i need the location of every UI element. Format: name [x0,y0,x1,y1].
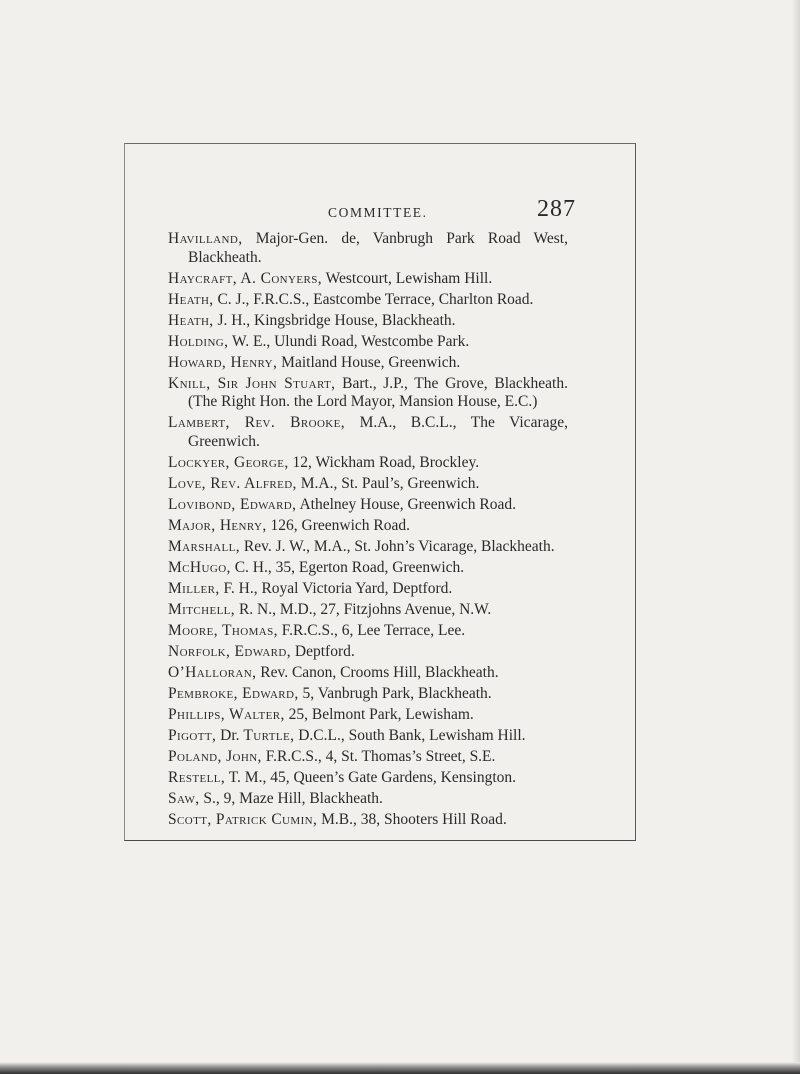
entry-forename: Rev. Alfred, [205,474,297,492]
entry-surname: Heath, [168,311,214,329]
entry-surname: Howard, [168,353,227,371]
entry-surname: Lambert, [168,414,230,431]
list-item [168,375,568,412]
entry-details: M.B., 38, Shooters Hill Road. [317,810,507,828]
entry-surname: Pigott, [168,726,217,744]
list-item [168,622,568,641]
entry-details: R. N., M.D., 27, Fitzjohns Avenue, N.W. [235,600,492,618]
entry-forename: John, [221,747,262,765]
entry-surname: Lovibond, [168,495,236,513]
entry-details: Rev. Canon, Crooms Hill, Blackheath. [256,663,499,681]
entry-surname: Saw, [168,789,200,807]
list-item [168,601,568,620]
entry-surname: Miller, [168,579,220,597]
entry-details: Major-Gen. de, Vanbrugh Park Road West, Blackheath. [188,230,568,266]
entry-surname: Scott, [168,810,212,828]
entry-forename: Walter, [225,705,285,723]
list-item [168,790,568,809]
entry-details: F.R.C.S., 4, St. Thomas’s Street, S.E. [261,747,496,765]
entry-forename: Henry, [215,516,267,534]
entry-details: 126, Greenwich Road. [266,516,410,534]
committee-list [168,230,568,832]
entry-details: C. J., F.R.C.S., Eastcombe Terrace, Charlton Road. [213,290,534,308]
entry-surname: Marshall, [168,537,240,555]
entry-details: 12, Wickham Road, Brockley. [288,453,480,471]
entry-details: Maitland House, Greenwich. [277,353,461,371]
list-item [168,727,568,746]
list-item [168,769,568,788]
entry-surname: Heath, [168,290,214,308]
list-item [168,270,568,289]
page-header [314,196,576,226]
entry-surname: Love, [168,474,206,492]
entry-details: F.R.C.S., 6, Lee Terrace, Lee. [277,621,466,639]
entry-details: 25, Belmont Park, Lewisham. [284,705,474,723]
entry-forename: George, [229,453,289,471]
entry-details: Dr. [216,726,244,744]
entry-surname: Moore, [168,621,219,639]
entry-forename: Edward, [230,642,292,660]
page-edge-shadow [792,0,800,1074]
entry-surname: Restell, [168,768,226,786]
list-item [168,496,568,515]
list-item [168,706,568,725]
entry-details: Rev. J. W., M.A., St. John’s Vicarage, Blackheath. [239,537,555,555]
entry-details: W. E., Ulundi Road, Westcombe Park. [228,332,470,350]
entry-details: S., 9, Maze Hill, Blackheath. [199,789,383,807]
entry-details: Athelney House, Greenwich Road. [296,495,516,513]
entry-forename: Patrick Cumin, [211,810,318,828]
entry-forename: Thomas, [218,621,278,639]
entry-surname: O’Halloran, [168,663,257,681]
list-item [168,643,568,662]
entry-surname: Haycraft, [168,269,238,287]
entry-details: Deptford. [291,642,355,660]
entry-details: J. H., Kingsbridge House, Blackheath. [213,311,456,329]
running-head: COMMITTEE. [328,205,428,220]
entry-surname: Norfolk, [168,642,231,660]
list-item [168,333,568,352]
list-item [168,685,568,704]
entry-surname: Mitchell, [168,600,236,618]
entry-forename: A. Conyers, [237,269,322,287]
entry-details: 5, Vanbrugh Park, Blackheath. [298,684,492,702]
entry-details: Westcourt, Lewisham Hill. [322,269,493,287]
entry-details-secondary: D.C.L., South Bank, Lewisham Hill. [294,726,526,744]
entry-details: M.A., B.C.L., The Vicarage, Greenwich. [188,414,568,450]
entry-surname: Holding, [168,332,229,350]
entry-details: Bart., J.P., The Grove, Blackheath. (The Right Hon. the Lord Mayor, Mansion House, E.C.) [188,374,568,410]
entry-forename: Henry, [226,353,278,371]
entry-surname: Phillips, [168,705,226,723]
list-item [168,454,568,473]
list-item [168,414,568,451]
list-item [168,291,568,310]
entry-surname: Knill, [168,374,211,392]
entry-surname: Lockyer, [168,453,230,471]
page-number: 287 [537,196,576,222]
list-item [168,230,568,267]
entry-details: M.A., St. Paul’s, Greenwich. [296,474,480,492]
entry-forename: Rev. Brooke, [229,414,346,431]
list-item [168,748,568,767]
list-item [168,538,568,557]
list-item [168,580,568,599]
entry-surname: Pembroke, [168,684,238,702]
entry-details: T. M., 45, Queen’s Gate Gardens, Kensington. [225,768,517,786]
list-item [168,664,568,683]
entry-forename: Edward, [235,495,297,513]
entry-surname: McHugo, [168,558,231,576]
entry-details: C. H., 35, Egerton Road, Greenwich. [230,558,465,576]
entry-surname: Major, [168,516,216,534]
list-item [168,811,568,830]
scan-bottom-edge [0,1062,800,1074]
entry-surname: Havilland, [168,230,243,247]
entry-forename: Edward, [237,684,299,702]
entry-forename: Sir John Stuart, [210,374,336,392]
entry-details: F. H., Royal Victoria Yard, Deptford. [219,579,453,597]
list-item [168,475,568,494]
list-item [168,559,568,578]
list-item [168,517,568,536]
list-item [168,312,568,331]
entry-surname: Poland, [168,747,222,765]
list-item [168,354,568,373]
entry-forename-secondary: Turtle, [243,726,295,744]
